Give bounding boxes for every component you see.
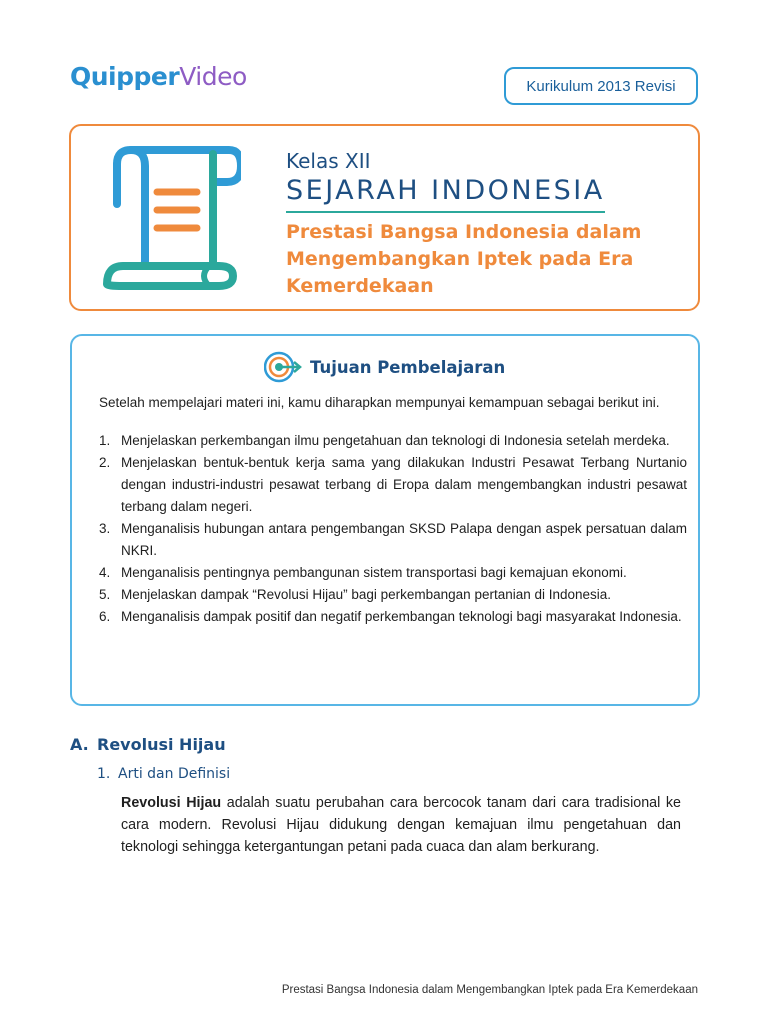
list-item-number: 1.: [99, 433, 111, 448]
definition-paragraph: [121, 792, 681, 858]
topic-title: Prestasi Bangsa Indonesia dalam Mengembangkan Iptek pada Era Kemerdekaan: [286, 221, 642, 297]
subsection-1-heading: [97, 766, 230, 782]
list-item-text: Menganalisis pentingnya pembangunan sistem transportasi bagi kemajuan ekonomi.: [121, 565, 627, 580]
logo-quipper-text: Quipper: [70, 62, 180, 91]
title-box: [69, 124, 700, 311]
section-a-heading: [70, 735, 226, 754]
definition-body: adalah suatu perubahan cara bercocok tanam dari cara tradisional ke cara modern. Revolusi Hijau didukung dengan kemajuan ilmu pengetahuan dan teknologi sehingga ketergantungan petani pada cuaca dan alam berkurang.: [121, 795, 681, 855]
subsection-1-number: 1.: [97, 766, 111, 782]
list-item-text: Menganalisis dampak positif dan negatif perkembangan teknologi bagi masyarakat Indonesia.: [121, 609, 682, 624]
page-footer: Prestasi Bangsa Indonesia dalam Mengembangkan Iptek pada Era Kemerdekaan: [281, 984, 698, 996]
subject-title: SEJARAH INDONESIA: [286, 174, 605, 213]
curriculum-badge: Kurikulum 2013 Revisi: [504, 67, 698, 105]
list-item-text: Menjelaskan bentuk-bentuk kerja sama yang dilakukan Industri Pesawat Terbang Nurtanio dengan industri-industri pesawat terbang di Eropa dalam mengembangkan industri pesawat terbang dalam negeri.: [121, 455, 687, 514]
learning-goals-box: [70, 334, 700, 706]
list-item: [99, 562, 687, 584]
logo-video-text: Video: [179, 62, 247, 91]
target-arrow-icon: [264, 350, 302, 384]
list-item-text: Menjelaskan dampak “Revolusi Hijau” bagi perkembangan pertanian di Indonesia.: [121, 587, 612, 602]
definition-term: Revolusi Hijau: [121, 795, 222, 811]
learning-goals-header: [264, 350, 505, 384]
list-item-number: 6.: [99, 609, 111, 624]
subsection-1-title: Arti dan Definisi: [118, 766, 231, 782]
learning-goals-list: [99, 430, 687, 628]
learning-goals-intro: Setelah mempelajari materi ini, kamu diharapkan mempunyai kemampuan sebagai berikut ini.: [99, 395, 660, 410]
list-item: [99, 430, 687, 452]
quipper-video-logo: [70, 62, 247, 91]
list-item-number: 4.: [99, 565, 111, 580]
list-item-text: Menjelaskan perkembangan ilmu pengetahuan dan teknologi di Indonesia setelah merdeka.: [121, 433, 670, 448]
learning-goals-title: Tujuan Pembelajaran: [310, 357, 506, 377]
list-item: [99, 606, 687, 628]
list-item-text: Menganalisis hubungan antara pengembangan SKSD Palapa dengan aspek persatuan dalam NKRI.: [121, 521, 687, 558]
class-label: Kelas XII: [286, 149, 371, 173]
section-a-title: Revolusi Hijau: [97, 735, 226, 754]
list-item: [99, 518, 687, 562]
section-a-letter: A.: [70, 735, 89, 754]
list-item-number: 3.: [99, 521, 111, 536]
list-item: [99, 584, 687, 606]
list-item-number: 2.: [99, 455, 111, 470]
scroll-document-icon: [101, 144, 241, 294]
title-text-block: [286, 148, 686, 300]
list-item-number: 5.: [99, 587, 111, 602]
list-item: [99, 452, 687, 518]
